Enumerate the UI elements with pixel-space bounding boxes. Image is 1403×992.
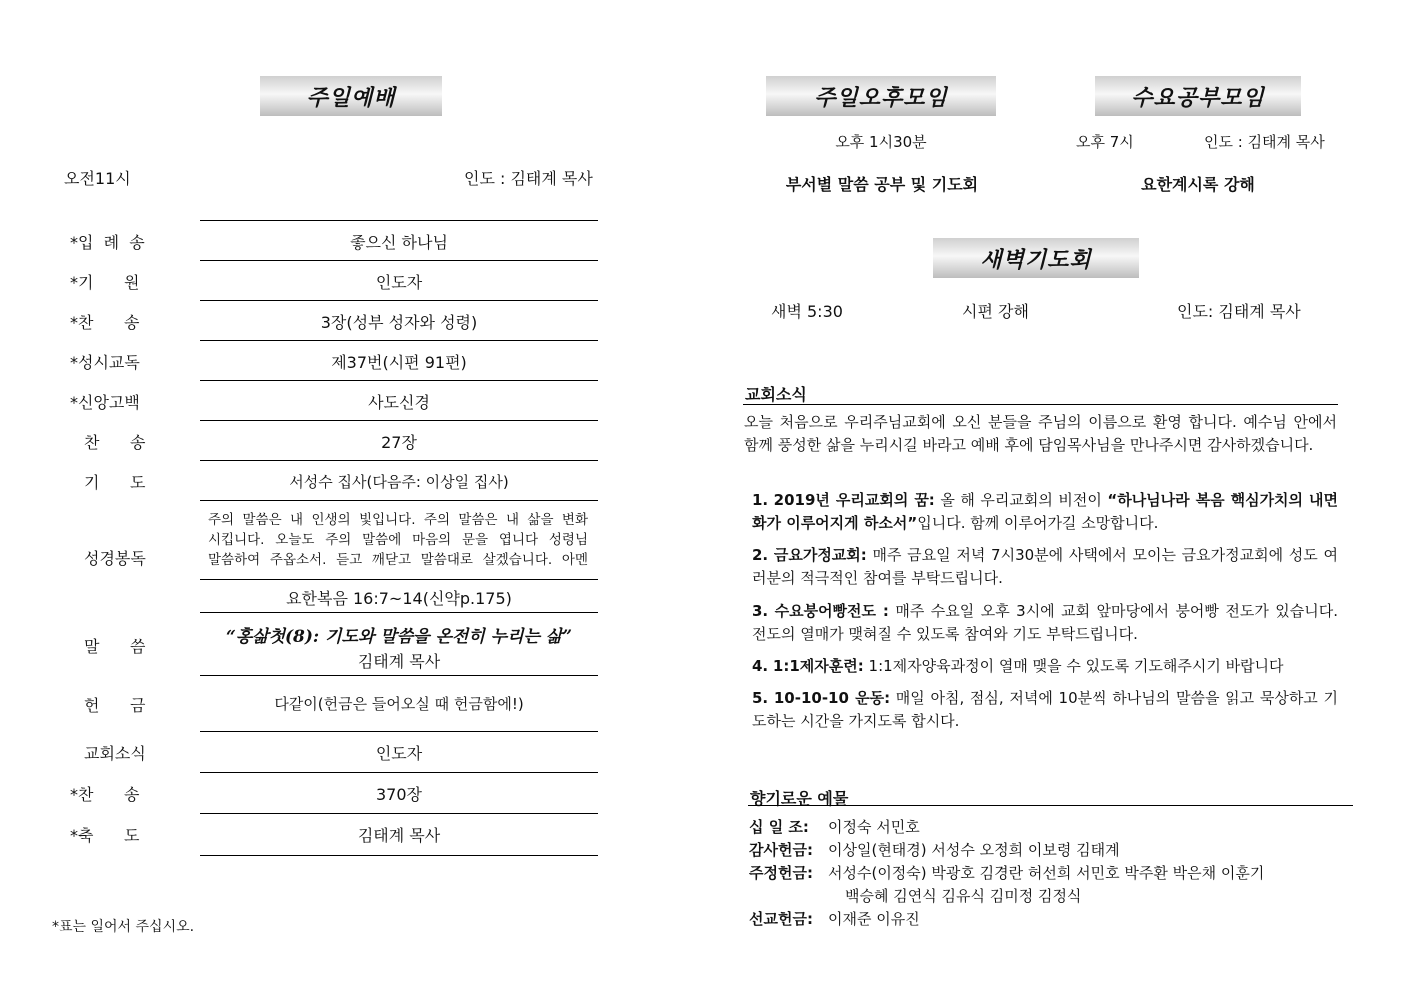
order-label: *찬 송: [70, 785, 140, 804]
news-item-number: 4.: [752, 657, 769, 675]
order-label: *입 례 송: [70, 233, 145, 252]
order-label: *신앙고백: [70, 393, 140, 412]
news-item-number: 1.: [752, 491, 769, 509]
wednesday-time: 오후 7시: [1076, 133, 1134, 151]
order-value: 서성수 집사(다음주: 이상일 집사): [289, 473, 509, 491]
wednesday-desc: 요한계시록 강해: [1141, 175, 1255, 194]
news-item: [752, 655, 1338, 678]
order-value: 제37번(시편 91편): [331, 353, 467, 372]
order-label: *찬 송: [70, 313, 140, 332]
dawn-leader: 인도: 김태계 목사: [1177, 302, 1301, 321]
order-label: 찬 송: [84, 433, 146, 452]
news-item-emphasis: “하나님나라 복음 핵심가치의 내면화가 이루어지게 하소서”: [752, 491, 1338, 532]
order-label: *기 원: [70, 273, 140, 292]
bible-reading-label: 성경봉독: [84, 549, 146, 568]
news-item-head: 수요붕어빵전도 :: [774, 602, 889, 620]
afternoon-time: 오후 1시30분: [835, 133, 927, 151]
news-item: [752, 687, 1338, 733]
order-label: 교회소식: [84, 744, 146, 763]
sermon-preacher: 김태계 목사: [357, 652, 441, 671]
offering-names: 이재준 이유진: [828, 910, 920, 928]
order-label: 기 도: [84, 473, 146, 492]
offering-title: 향기로운 예물: [750, 789, 849, 808]
order-value: 27장: [381, 433, 417, 452]
offering-names: 이상일(현태경) 서성수 오정희 이보령 김태계: [828, 841, 1120, 859]
news-item-body: 매주 금요일 저녁 7시30분에 사택에서 모이는 금요가정교회에 성도 여러분의 적극적인 참여를 부탁드립니다.: [752, 546, 1338, 587]
afternoon-desc: 부서별 말씀 공부 및 기도회: [785, 175, 979, 194]
news-item-head: 1:1제자훈련:: [772, 657, 864, 675]
wednesday-leader: 인도 : 김태계 목사: [1204, 133, 1325, 151]
news-item-body: 매주 수요일 오후 3시에 교회 앞마당에서 붕어빵 전도가 있습니다. 전도의 열매가 맺혀질 수 있도록 참여와 기도 부탁드립니다.: [752, 602, 1339, 643]
offering-label: 선교헌금:: [749, 910, 813, 928]
bible-prayer-line: 주의 말씀은 내 인생의 빛입니다. 주의 말씀은 내 삶을 변화: [208, 512, 588, 528]
news-item-number: 2.: [752, 546, 769, 564]
news-item-head: 10-10-10 운동:: [773, 689, 891, 707]
news-item: [752, 489, 1338, 535]
bible-prayer-line: 시킵니다. 오늘도 주의 말씀에 마음의 문을 엽니다 성령님: [208, 532, 588, 548]
order-label: *축 도: [70, 826, 140, 845]
news-item-body: 입니다. 함께 이루어가길 소망합니다.: [917, 514, 1159, 532]
sunday-service-title: 주일예배: [260, 76, 442, 116]
order-value: 3장(성부 성자와 성령): [320, 313, 478, 332]
service-leader: 인도 : 김태계 목사: [464, 169, 593, 188]
wednesday-study-title: 수요공부모임: [1095, 76, 1301, 116]
order-value: 370장: [376, 785, 422, 804]
dawn-prayer-title: 새벽기도회: [933, 238, 1139, 278]
news-item: [752, 544, 1338, 590]
offering-names: 이정숙 서민호: [828, 818, 920, 836]
afternoon-meeting-title: 주일오후모임: [766, 76, 996, 116]
order-label: *성시교독: [70, 353, 140, 372]
offering-label: 십 일 조:: [749, 818, 809, 836]
order-value: 사도신경: [368, 393, 430, 412]
order-label: 헌 금: [84, 696, 146, 715]
order-value: 인도자: [375, 273, 423, 292]
news-item-body: 1:1제자양육과정이 열매 맺을 수 있도록 기도해주시기 바랍니다: [863, 657, 1284, 675]
news-item-head: 금요가정교회:: [773, 546, 867, 564]
order-value: 김태계 목사: [357, 826, 441, 845]
news-item-body: 매일 아침, 점심, 저녁에 10분씩 하나님의 말씀을 읽고 묵상하고 기도하는 시간을 가지도록 합시다.: [752, 689, 1338, 730]
news-item-number: 5.: [752, 689, 769, 707]
offering-label: 주정헌금:: [749, 864, 813, 882]
service-time: 오전11시: [64, 169, 131, 188]
news-item: [752, 600, 1338, 646]
standing-footnote: *표는 일어서 주십시오.: [52, 919, 195, 935]
sermon-label: 말 씀: [84, 637, 146, 656]
sermon-title: “홍삶첫(8): 기도와 말씀을 온전히 누리는 삶”: [225, 627, 573, 647]
bible-reference: 요한복음 16:7~14(신약p.175): [286, 589, 512, 608]
order-value: 인도자: [375, 744, 423, 763]
church-news-title: 교회소식: [745, 385, 807, 404]
offering-names: 백승혜 김연식 김유식 김미정 김정식: [845, 887, 1082, 905]
offering-label: 감사헌금:: [749, 841, 813, 859]
news-item-number: 3.: [752, 602, 769, 620]
news-item-head: 2019년 우리교회의 꿈:: [773, 491, 935, 509]
dawn-time: 새벽 5:30: [771, 302, 843, 321]
order-value: 다같이(헌금은 들어오실 때 헌금함에!): [274, 695, 524, 713]
dawn-desc: 시편 강해: [962, 302, 1029, 321]
offering-names: 서성수(이정숙) 박광호 김경란 허선희 서민호 박주환 박은채 이훈기: [828, 864, 1265, 882]
order-value: 좋으신 하나님: [350, 233, 448, 252]
bible-prayer-line: 말씀하여 주옵소서. 듣고 깨닫고 말씀대로 살겠습니다. 아멘: [208, 552, 588, 568]
news-item-body: 올 해 우리교회의 비전이: [934, 491, 1108, 509]
news-intro: 오늘 처음으로 우리주님교회에 오신 분들을 주님의 이름으로 환영 합니다. 예수님 안에서 함께 풍성한 삶을 누리시길 바라고 예배 후에 담임목사님을 만나주시면 감사하겠습니다.: [744, 413, 1337, 454]
